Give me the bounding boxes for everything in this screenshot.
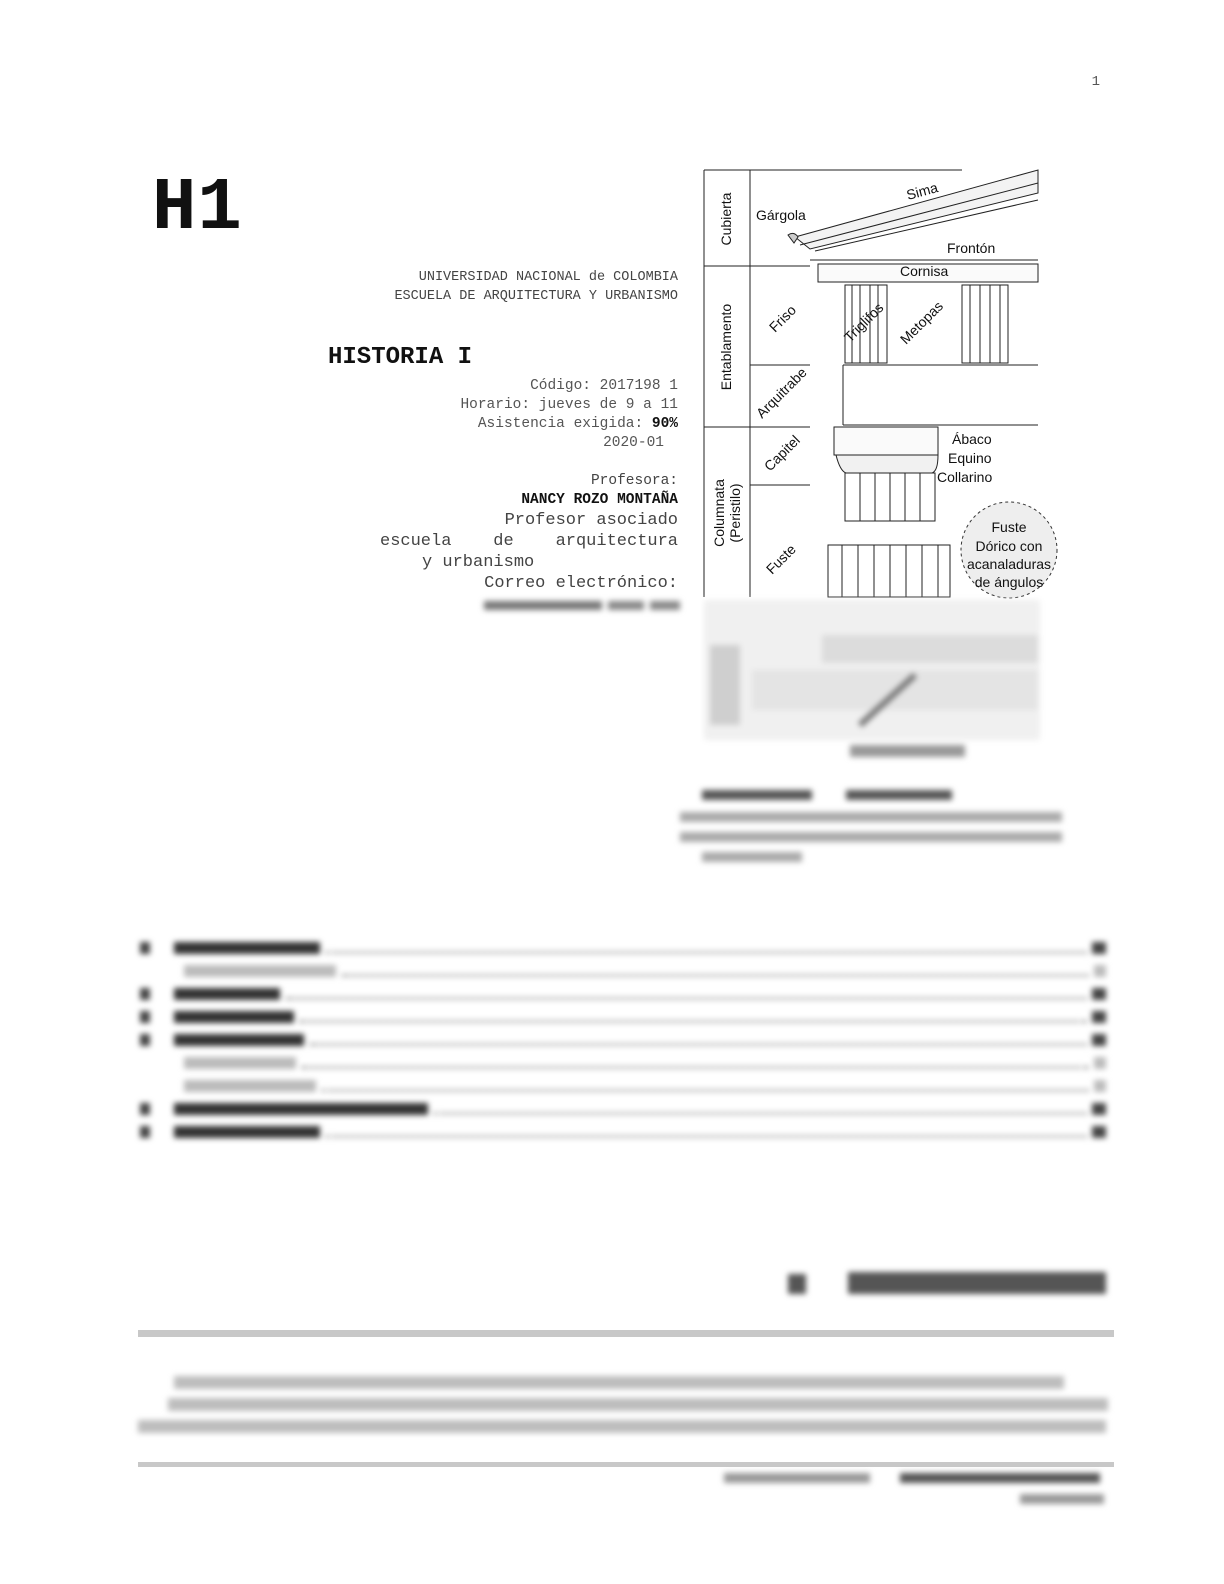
label-fronton: Frontón [947,240,996,256]
professor-school-line1: escuela de arquitectura [380,532,678,551]
badge-line-1: Fuste [991,519,1027,535]
school-name: ESCUELA DE ARQUITECTURA Y URBANISMO [394,289,678,304]
course-title: HISTORIA I [328,344,473,371]
email-address-redacted [484,598,684,614]
course-info [380,377,678,453]
attendance-label: Asistencia exigida: [477,416,652,432]
label-abaco: Ábaco [952,431,992,447]
section-heading-redacted [784,1268,1109,1298]
institution-block [300,268,678,306]
professor-block [380,472,678,594]
blurred-stylobate [704,600,1040,757]
label-collarino: Collarino [937,469,993,485]
toc-row [140,982,1106,1005]
label-friso: Friso [765,301,800,336]
schedule-line: Horario: jueves de 9 a 11 [460,397,678,413]
figure-caption-redacted [676,786,1076,875]
label-metopas: Metopas [896,297,947,348]
term-line: 2020-01 [603,435,664,451]
email-label: Correo electrónico: [484,574,678,593]
diagram-graphic [700,165,1070,765]
professor-label: Profesora: [590,473,678,489]
attendance-line [380,415,678,434]
professor-name: NANCY ROZO MONTAÑA [521,492,678,508]
toc-row [140,1028,1106,1051]
toc-row [140,1005,1106,1028]
label-gargola: Gárgola [756,207,806,223]
label-triglifos: Triglifos [840,299,887,346]
label-cornisa: Cornisa [900,263,949,279]
badge-line-3: acanaladuras [966,556,1052,572]
label-sima: Sima [904,179,940,203]
label-columnata: Columnata [711,479,727,547]
professor-school-line2: y urbanismo [422,553,535,572]
page-number: 1 [1091,74,1100,90]
footer-text-redacted [720,1470,1110,1504]
label-entablamento: Entablamento [718,303,734,391]
caption-graphic [676,786,1076,870]
professor-rank: Profesor asociado [504,511,678,530]
redacted-text-graphic [484,598,684,614]
course-code-line: Código: 2017198 1 [530,378,678,394]
toc-row [140,1051,1106,1074]
badge-line-2: Dórico con [975,538,1043,554]
label-cubierta: Cubierta [718,192,734,246]
paragraph-redacted [138,1376,1108,1442]
course-code-heading: H1 [152,167,243,251]
label-equino: Equino [948,450,992,466]
label-arquitrabe: Arquitrabe [752,364,810,422]
label-fuste: Fuste [762,541,799,578]
doric-order-diagram [700,165,1070,765]
toc-row [140,936,1106,959]
table-of-contents-redacted [140,936,1106,1143]
toc-row [140,1097,1106,1120]
toc-row [140,1120,1106,1143]
attendance-value: 90% [651,416,678,432]
badge-line-4: de ángulos [974,574,1044,590]
toc-row [140,1074,1106,1097]
label-capitel: Capitel [760,431,803,475]
section-rule [138,1330,1114,1337]
university-name: UNIVERSIDAD NACIONAL de COLOMBIA [418,270,678,285]
footer-rule [138,1462,1114,1467]
toc-row [140,959,1106,982]
label-peristilo: (Peristilo) [727,483,743,543]
